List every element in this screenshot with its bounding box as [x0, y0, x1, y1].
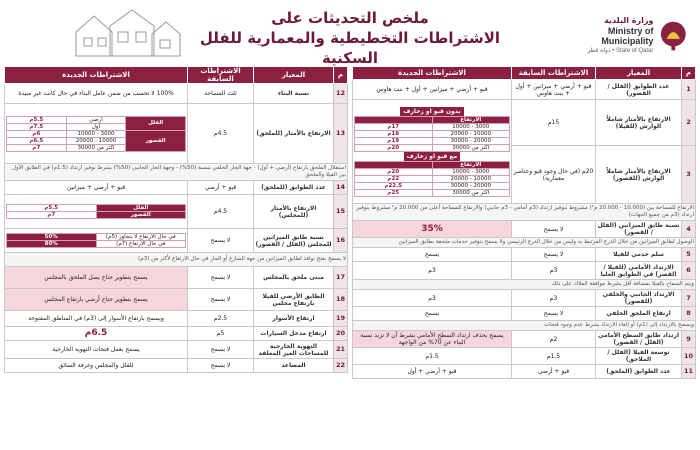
table-row: 18 الطابق الأرضي للفيلا بارتفاع مجلس لا يسمح يسمح بتطوير جناح أرضي بارتفاع المجلس	[5, 289, 348, 311]
table-row: 20 ارتفاع مدخل السيارات 5م 6.5م	[5, 327, 348, 341]
col-num: م	[334, 67, 348, 84]
table-row: 2 الارتفاع بالأمتار شاملاً الوارش (للفيلا) 15م بدون قبو او زخارف الارتفاع 3000 - 10000 17م 10000 - 20000 18م 20000 - 30000 19م أكثر من 30000 20م مع قبو او زخارف الارتفاع 3000 - 10000 20م 10000 - 20000 22م 20000 - 30000 22.5م أكثر من 30000 25م	[353, 100, 696, 146]
col-num: م	[682, 67, 696, 80]
villas-illustration-icon	[72, 6, 182, 58]
table-row: 5 سلم خدمي للفيلا لا يسمح يسمح	[353, 248, 696, 262]
table-row: 11 عدد الطوابق (الملحق) قبو + أرضي قبو + أرضي + أول	[353, 365, 696, 379]
col-criterion: المعيار	[596, 67, 682, 80]
state-en: State of Qatar • دولة قطر	[587, 48, 654, 54]
col-previous: الاشتراطات السابقة	[188, 67, 254, 84]
table-row: 19 ارتفاع الأسوار 2.5م ويسمح بارتفاع الأسوار إلى (3م) في المناطق المفتوحة	[5, 311, 348, 327]
annex-height-table: الفلل أرضي 5.5م أول 7.5م القصور 3000 - 10000 6م 10000 - 20000 6.5م أكثر من 30000 7م	[6, 116, 186, 152]
table-row: 13 الارتفاع بالأمتار (للملحق) 4.5م الفلل أرضي 5.5م أول 7.5م القصور 3000 - 10000 6م 10000 - 20000 6.5م أكثر من 30000 7م	[5, 104, 348, 164]
note-row: الارتفاع للمساحة بين (10.000 - 20.000 م²) مشروط بتوفير ارتداد (3م أمامي - 3م جانبي) والارتفاع للمساحة أعلى من 20.000 م² مشروط بتوفير ارتداد (3م من جميع الجهات)	[353, 204, 696, 221]
no-basement-tag: بدون قبو او زخارف	[400, 107, 463, 116]
note-row: ويتم السماح بالفيلا بمسافة أقل بشرط موافقة الملاك على ذلك	[353, 280, 696, 290]
table-row: 4 نسبة طابق الميزانين (الفلل / القصور) لا يسمح 35%	[353, 221, 696, 238]
table-row: 8 ارتفاع الملحق الخلفي لا يسمح يسمح	[353, 307, 696, 321]
table-row: 22 المصاعد لا يسمح للفلل والمجلس وغرفة السائق	[5, 359, 348, 373]
ministry-logo	[558, 14, 688, 58]
table-row: 3 الارتفاع بالأمتار شاملاً الوارش (للقصور) 20م (في حال وجود قبو وعناصر معمارية)	[353, 146, 696, 204]
qatar-emblem-icon	[659, 19, 688, 53]
left-column	[4, 66, 348, 373]
council-height-table: الفلل 5.5م القصور 7م	[6, 204, 186, 219]
col-new: الاشتراطات الجديدة	[353, 67, 512, 80]
col-previous: الاشتراطات السابقة	[512, 67, 596, 80]
height-cell	[353, 100, 512, 204]
table-row: 10 توسعة الفيلا (الفلل / الملاحق) 1.5م 1.5م	[353, 348, 696, 365]
right-table	[352, 66, 696, 379]
page-title	[180, 8, 520, 68]
table-row: 14 عدد الطوابق (للملحق) قبو + أرضي قبو + أرضي + ميزانين	[5, 181, 348, 195]
table-row: 7 الارتداد الجانبي والخلفي (للقصور) 3م 3م	[353, 290, 696, 307]
mezz-ratio-cell	[5, 229, 188, 253]
villa-height-table: الارتفاع 3000 - 10000 17م 10000 - 20000 18م 20000 - 30000 19م أكثر من 30000 20م	[354, 116, 510, 152]
ministry-ar: وزارة البلدية	[604, 16, 654, 25]
col-new: الاشتراطات الجديدة	[5, 67, 188, 84]
table-row: 17 مبنى ملحق بالمجلس لا يسمح يسمح بتطوير جناح يصل الملحق بالمجلس	[5, 267, 348, 289]
note-row: ويسمح بالارتداد إلى (1م) أو إلغاء الارتداد بشرط عدم وجود فتحات	[353, 321, 696, 331]
header	[0, 0, 700, 67]
mezz-ratio-table: في حال الارتفاع لا يتجاوز (5م) 50% في حال الارتفاع (7م) 80%	[6, 233, 186, 248]
table-row: 15 الارتفاع بالأمتار (للمجلس) 4.5م الفلل 5.5م القصور 7م	[5, 195, 348, 229]
ministry-en: Ministry of Municipality	[601, 26, 654, 46]
col-criterion: المعيار	[254, 67, 334, 84]
table-row: 6 الارتداد الأمامي (للفيلا / القصر) في الطوابق العليا 3م 3م	[353, 262, 696, 280]
with-basement-tag: مع قبو او زخارف	[404, 152, 460, 161]
title-line-2: الاشتراطات التخطيطية والمعمارية للفلل السكنية	[199, 29, 501, 67]
right-column	[352, 66, 696, 379]
table-row: 12 نسبة البناء ثلث المساحة 100% لا تحسب من ضمن عامل البناء في حال كانت غير مبيدة	[5, 84, 348, 104]
table-row: 9 ارتداد طابق السطح الأمامي (الفلل / القصور) 2م يسمح بحذف ارتداد السطح الأمامي بشرط أن لا تزيد نسبة البناء عن 70% من الواجهة	[353, 331, 696, 348]
left-table	[4, 66, 348, 373]
table-row: 16 نسبة طابق الميزانين للمجلس (الفلل / القصور) لا يسمح في حال الارتفاع لا يتجاوز (5م) 50% في حال الارتفاع (7م) 80%	[5, 229, 348, 253]
note-row: الوصول لطابق الميزانين من خلال الدرج المرتبط به وليس من خلال الدرج الرئيسي ولا يسمح بتوفير خدمات ملحقة بطابق الميزانين	[353, 238, 696, 248]
table-row: 21 التهوية الخارجية للمساحات الغير المغلقة لا يسمح يسمح بعمل فتحات التهوية الخارجية	[5, 341, 348, 359]
annex-height-cell	[5, 104, 188, 164]
note-row: لا يسمح بفتح نوافذ لطابق الميزانين من جهة الشارع أو الجار في حال الارتفاع لأكثر من (3م)	[5, 253, 348, 267]
title-line-1: ملخص التحديثات على	[271, 9, 429, 27]
palace-height-table: الارتفاع 3000 - 10000 20م 10000 - 20000 22م 20000 - 30000 22.5م أكثر من 30000 25م	[354, 161, 510, 197]
note-row: استقلال الملحق بارتفاع (أرضي + أول) - جهة الجار الخلفي بنسبة (50%) - وجهة الجار الجانبي (50%) بشرط توفير ارتداد (1.5م) في الطابق الأول بين الفيلا والملحق	[5, 164, 348, 181]
council-height-cell	[5, 195, 188, 229]
table-row: 1 عدد الطوابق (الفلل / القصور) قبو + أرضي + ميزانين + أول + بنت هاوس قبو + أرضي + ميزانين + أول + بنت هاوس	[353, 80, 696, 100]
